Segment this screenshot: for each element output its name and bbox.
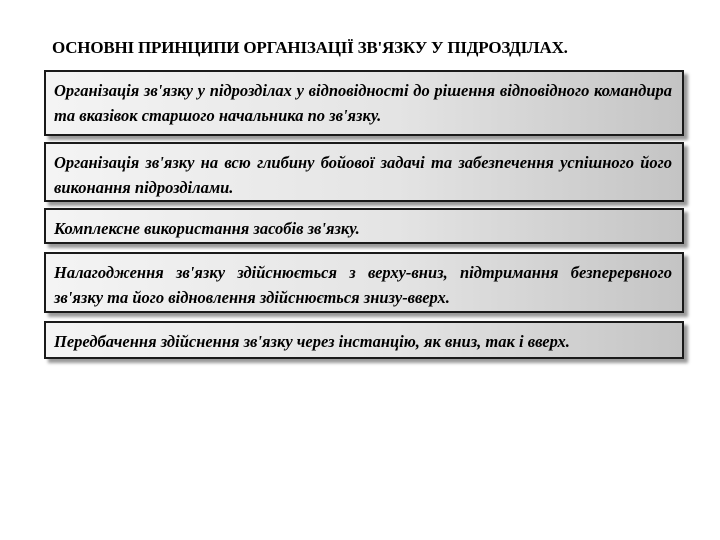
principle-box-3: Комплексне використання засобів зв'язку. — [44, 208, 684, 244]
principle-box-1: Організація зв'язку у підрозділах у відповідності до рішення відповідного командира та вказівок старшого начальника по зв'язку. — [44, 70, 684, 136]
principle-box-2: Організація зв'язку на всю глибину бойової задачі та забезпечення успішного його виконання підрозділами. — [44, 142, 684, 202]
page-title: ОСНОВНІ ПРИНЦИПИ ОРГАНІЗАЦІЇ ЗВ'ЯЗКУ У ПІДРОЗДІЛАХ. — [52, 38, 568, 57]
principle-box-5: Передбачення здійснення зв'язку через інстанцію, як вниз, так і вверх. — [44, 321, 684, 359]
principle-box-4: Налагодження зв'язку здійснюється з верху-вниз, підтримання безперервного зв'язку та його відновлення здійснюється знизу-вверх. — [44, 252, 684, 313]
